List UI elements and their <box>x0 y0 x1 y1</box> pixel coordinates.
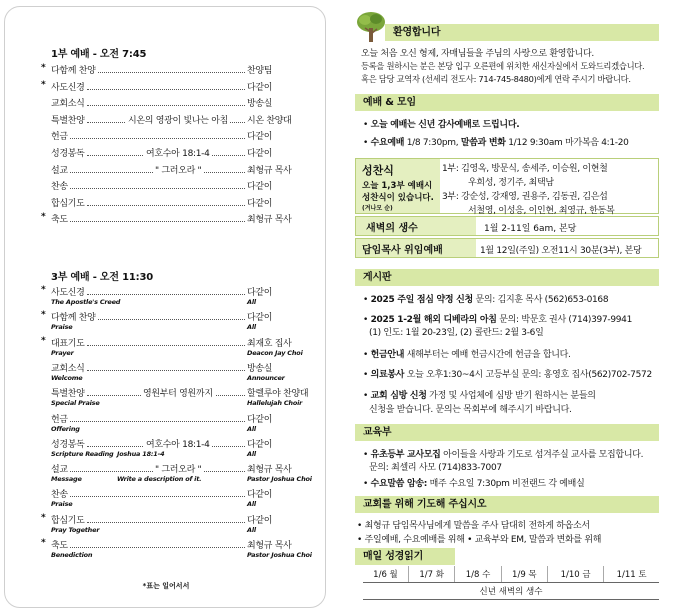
order-item-label: 특별찬양 <box>51 389 85 400</box>
order-row <box>51 96 313 109</box>
order-item-label: 합심기도 <box>51 198 85 209</box>
reading-days-row <box>363 566 659 583</box>
english-label: Praise <box>51 500 73 509</box>
order-row-english <box>51 526 313 536</box>
order-item-label: 사도신경 <box>51 82 85 93</box>
order-item-label: 다함께 찬양 <box>51 313 96 324</box>
order-item-detail: 여호수아 18:1-4 <box>144 437 212 450</box>
order-item-leader: 다같이 <box>247 490 273 501</box>
english-label: Message <box>51 475 82 484</box>
visitation-text: 가정 및 사업체에 심방 받기 원하시는 분들의 <box>426 391 596 401</box>
worship-item-1: • 오늘 예배는 신년 감사예배로 드립니다. <box>363 120 520 130</box>
reading-table <box>363 566 659 600</box>
reading-title: 매일 성경읽기 <box>363 551 424 562</box>
stand-marker: * <box>41 285 46 295</box>
visitation-line-2: 신청을 받습니다. 문의는 목회부에 해주시기 바랍니다. <box>369 405 572 415</box>
board-title: 게시판 <box>363 272 392 283</box>
dotted-leader <box>98 72 245 73</box>
order-item-leader: 다같이 <box>247 132 273 143</box>
teacher-recruit-contact: 문의: 최셀리 사모 (714)833-7007 <box>369 463 502 473</box>
installation-value: 1월 12일(주일) 오전11시 30분(3부), 본당 <box>480 246 642 256</box>
stand-marker: * <box>41 63 46 73</box>
welcome-line-1: 오늘 처음 오신 형제, 자매님들을 주님의 사랑으로 환영합니다. <box>361 49 594 59</box>
order-item-detail: " 그러오라 " <box>153 462 203 475</box>
wed-service-time: 1/8 7:30pm, <box>404 138 461 148</box>
order-row-english <box>51 374 313 384</box>
welcome-line-2: 등록을 원하시는 분은 본당 입구 오른편에 위치한 새신자실에서 도와드리겠습니다. <box>361 61 645 71</box>
welcome-title: 환영합니다 <box>393 27 441 38</box>
lunch-pledge-label: 2025 주일 점심 약정 신청 <box>370 295 473 305</box>
reading-day: 1/7 화 <box>408 566 454 583</box>
english-label: Offering <box>51 424 80 433</box>
english-label: Pray Together <box>51 525 100 534</box>
order-row <box>41 512 313 526</box>
order-item-label: 설교 <box>51 165 68 176</box>
board-item-1: • 2025 주일 점심 약정 신청 문의: 김지훈 목사 (562)653-0168 <box>363 295 609 305</box>
dotted-leader <box>98 319 245 320</box>
stand-marker: * <box>41 538 46 548</box>
english-leader: All <box>247 449 256 458</box>
order-row-english <box>51 399 313 409</box>
order-item-label: 합심기도 <box>51 515 85 526</box>
reading-note: 신년 새벽의 생수 <box>363 583 659 600</box>
prayer-line-2: • 주일예배, 수요예배를 위해 • 교육부와 EM, 말씀과 변화를 위해 <box>357 535 602 545</box>
communion-names-3: 3부: 강순성, 강재영, 권용주, 김동권, 김은섭 <box>442 192 608 202</box>
dotted-leader <box>87 89 245 90</box>
english-detail: Joshua 18:1-4 <box>117 449 165 458</box>
order-row-english <box>51 323 313 333</box>
overseas-label: 2025 1-2월 해외 디베라의 아침 <box>370 315 497 325</box>
stand-marker: * <box>41 212 46 223</box>
board-item-2: • 2025 1-2월 해외 디베라의 아침 문의: 박문호 권사 (714)397-9941 <box>363 315 633 325</box>
communion-names-2: 우희성, 정기주, 최택남 <box>468 178 554 188</box>
board-item-5: • 교회 심방 신청 가정 및 사업체에 심방 받기 원하시는 분들의 <box>363 391 596 401</box>
lunch-pledge-contact: 문의: 김지훈 목사 (562)653-0168 <box>472 295 609 305</box>
dotted-leader <box>70 421 245 422</box>
reading-header <box>355 548 455 565</box>
service1-title: 1부 예배 - 오전 7:45 <box>51 49 147 60</box>
stand-marker: * <box>41 79 46 90</box>
reading-day: 1/10 금 <box>548 566 604 583</box>
order-item-leader: 다같이 <box>247 82 273 93</box>
reading-day: 1/8 수 <box>455 566 501 583</box>
dotted-leader <box>87 205 245 206</box>
order-item-leader: 다같이 <box>247 288 273 298</box>
dotted-leader <box>87 345 245 346</box>
education-item-2: • 수요말씀 암송: 매주 수요일 7:30pm 비전랜드 각 예배실 <box>363 479 585 489</box>
english-leader: Announcer <box>247 373 285 382</box>
order-item-label: 축도 <box>51 215 68 226</box>
order-item-leader: 최형규 목사 <box>247 215 292 226</box>
order-item-leader: 다같이 <box>247 515 273 526</box>
reading-day: 1/9 목 <box>501 566 547 583</box>
welcome-line-3: 혹은 담당 교역자 (선세리 전도사: 714-745-8480)에게 연락 주시기 바랍니다. <box>361 74 631 84</box>
english-label: Praise <box>51 323 73 332</box>
order-item-leader: 방송실 <box>247 363 273 374</box>
communion-names-cell <box>442 159 615 216</box>
communion-heading: 성찬식 <box>362 164 394 177</box>
worship-item-2: • 수요예배 1/8 7:30pm, 말씀과 변화 1/12 9:30am 마가복음 4:1-20 <box>363 138 629 148</box>
english-label: The Apostle's Creed <box>51 298 121 306</box>
order-row <box>41 538 313 551</box>
communion-names-1: 1부: 김영옥, 방문식, 송세주, 이승원, 이현철 <box>442 164 608 174</box>
order-item-label: 사도신경 <box>51 288 85 298</box>
dotted-leader <box>70 221 245 222</box>
dotted-leader <box>70 188 245 189</box>
reading-note-row <box>363 583 659 600</box>
education-title: 교육부 <box>363 427 392 438</box>
order-row <box>51 179 313 192</box>
english-leader: Pastor Joshua Choi <box>247 551 312 559</box>
communion-desc-3: (겨나모 순) <box>362 205 393 212</box>
offering-text: 새해부터는 예배 헌금시간에 헌금을 합니다. <box>404 350 571 360</box>
order-item-label: 특별찬양 <box>51 115 85 126</box>
communion-names-4: 서철영, 이성응, 이인현, 최영규, 한동복 <box>468 206 615 216</box>
order-item-label: 성경봉독 <box>51 149 85 159</box>
order-item-leader: 다같이 <box>247 414 273 425</box>
wed-service-label: 수요예배 <box>370 138 405 148</box>
welcome-header <box>385 24 659 41</box>
offering-label: 헌금안내 <box>370 350 405 360</box>
service3-title: 3부 예배 - 오전 11:30 <box>51 272 153 283</box>
english-label: Special Praise <box>51 399 100 408</box>
word-change-time: 1/12 9:30am 마가복음 4:1-20 <box>505 138 629 148</box>
order-row <box>41 285 313 298</box>
worship-header <box>355 94 659 111</box>
dawn-value: 1월 2-11일 6am, 본당 <box>484 224 577 234</box>
order-row <box>41 310 313 324</box>
reading-day: 1/11 토 <box>604 566 659 583</box>
order-item-leader: 최형규 목사 <box>247 165 292 176</box>
order-item-leader: 찬양팀 <box>247 66 273 76</box>
order-row-english <box>51 450 313 460</box>
order-item-leader: 할렐루야 찬양대 <box>247 389 309 400</box>
order-item-leader: 시온 찬양대 <box>247 115 292 126</box>
communion-desc-2: 성찬식이 있습니다. <box>362 193 434 203</box>
order-item-leader: 최형규 목사 <box>247 541 292 551</box>
education-item-1: • 유초등부 교사모집 아이들을 사랑과 기도로 섬겨주실 교사를 모집합니다. <box>363 450 644 460</box>
order-item-leader: 다같이 <box>247 198 273 209</box>
order-item-detail: " 그러오라 " <box>153 163 203 176</box>
communion-desc-1: 오늘 1,3부 예배시 <box>362 181 433 191</box>
order-item-label: 축도 <box>51 541 68 551</box>
medical-label: 의료봉사 <box>370 370 405 380</box>
dotted-leader <box>87 294 245 295</box>
order-item-label: 찬송 <box>51 182 68 193</box>
dotted-leader <box>87 370 245 371</box>
medical-text: 오늘 오후1:30~4시 고등부실 문의: 홍영호 집사(562)702-7572 <box>404 370 652 380</box>
order-row <box>51 196 313 209</box>
order-item-leader: 최재호 집사 <box>247 338 292 349</box>
worship-title: 예배 & 모임 <box>363 97 416 108</box>
order-row <box>51 146 313 159</box>
order-item-leader: 다같이 <box>247 439 273 450</box>
tree-icon <box>355 10 387 44</box>
order-row <box>41 79 313 93</box>
order-item-label: 교회소식 <box>51 363 85 374</box>
order-row <box>51 487 313 500</box>
order-item-label: 성경봉독 <box>51 439 85 450</box>
order-row-english <box>51 425 313 435</box>
dotted-leader <box>87 105 245 106</box>
education-header <box>355 424 659 441</box>
order-item-leader: 최형규 목사 <box>247 465 292 476</box>
board-item-4: • 의료봉사 오늘 오후1:30~4시 고등부실 문의: 홍영호 집사(562)702-7572 <box>363 370 652 380</box>
order-row <box>41 335 313 349</box>
stand-marker: * <box>41 335 46 346</box>
order-row <box>51 113 313 126</box>
order-item-label: 대표기도 <box>51 338 85 349</box>
order-row <box>51 163 313 176</box>
order-item-label: 헌금 <box>51 414 68 425</box>
dawn-box <box>355 216 659 236</box>
order-row <box>51 361 313 374</box>
stand-marker: * <box>41 512 46 523</box>
teacher-recruit-label: 유초등부 교사모집 <box>370 450 441 460</box>
overseas-schedule: (1) 인도: 1월 20-23일, (2) 콜란드: 2월 3-6일 <box>369 328 544 338</box>
order-item-label: 찬송 <box>51 490 68 501</box>
overseas-contact: 문의: 박문호 권사 (714)397-9941 <box>496 315 633 325</box>
order-row <box>51 412 313 425</box>
order-item-detail: 시온의 영광이 빛나는 아침 <box>126 113 230 126</box>
stand-marker: * <box>41 310 46 321</box>
memorization-label: 수요말씀 암송: <box>370 479 428 489</box>
memorization-text: 매주 수요일 7:30pm 비전랜드 각 예배실 <box>427 479 585 489</box>
order-item-label: 다함께 찬양 <box>51 66 96 76</box>
english-leader: All <box>247 323 256 332</box>
reading-day: 1/6 월 <box>363 566 408 583</box>
communion-box <box>355 158 659 214</box>
dotted-leader <box>70 547 245 548</box>
order-row <box>41 63 313 76</box>
prayer-title: 교회를 위해 기도해 주십시오 <box>363 499 487 510</box>
order-item-label: 교회소식 <box>51 99 85 110</box>
order-item-leader: 다같이 <box>247 149 273 159</box>
installation-box <box>355 238 659 258</box>
announcements-panel <box>355 0 687 613</box>
order-item-detail: 영원부터 영원까지 <box>141 386 215 399</box>
order-row <box>51 386 313 399</box>
installation-label: 담임목사 위임예배 <box>356 239 476 257</box>
english-leader: Pastor Joshua Choi <box>247 475 312 484</box>
english-leader: Deacon Jay Choi <box>247 348 303 357</box>
dotted-leader <box>87 522 245 523</box>
english-leader: All <box>247 424 256 433</box>
standing-footnote: *표는 일어서서 <box>142 582 190 590</box>
order-row-english <box>51 551 313 561</box>
order-row-english <box>51 298 313 308</box>
english-detail: Write a description of it. <box>117 475 202 484</box>
order-item-leader: 다같이 <box>247 182 273 193</box>
board-item-3: • 헌금안내 새해부터는 예배 헌금시간에 헌금을 합니다. <box>363 350 571 360</box>
dotted-leader <box>70 496 245 497</box>
order-row <box>51 462 313 475</box>
order-row-english <box>51 475 313 485</box>
order-row <box>51 437 313 450</box>
english-leader: All <box>247 500 256 509</box>
order-row <box>41 212 313 226</box>
english-label: Scripture Reading <box>51 449 114 458</box>
english-leader: All <box>247 298 256 306</box>
dotted-leader <box>70 138 245 139</box>
communion-label-cell <box>356 159 440 213</box>
order-row <box>51 129 313 142</box>
english-leader: All <box>247 525 256 534</box>
teacher-recruit-text: 아이들을 사랑과 기도로 섬겨주실 교사를 모집합니다. <box>440 450 644 460</box>
board-header <box>355 269 659 286</box>
order-item-detail: 여호수아 18:1-4 <box>144 146 212 159</box>
order-item-leader: 다같이 <box>247 313 273 324</box>
order-item-label: 설교 <box>51 465 68 476</box>
english-label: Prayer <box>51 348 74 357</box>
english-leader: Hallelujah Choir <box>247 399 303 408</box>
prayer-line-1: • 최형규 담임목사님에게 말씀을 주사 담대히 전하게 하옵소서 <box>357 521 590 531</box>
worship-item-1-text: 오늘 예배는 신년 감사예배로 드립니다. <box>370 120 520 130</box>
english-label: Welcome <box>51 373 83 382</box>
order-item-label: 헌금 <box>51 132 68 143</box>
visitation-label: 교회 심방 신청 <box>370 391 427 401</box>
order-item-leader: 방송실 <box>247 99 273 110</box>
prayer-header <box>355 496 659 513</box>
order-of-worship-panel <box>4 6 326 608</box>
english-label: Benediction <box>51 551 93 559</box>
word-change-label: 말씀과 변화 <box>460 138 506 148</box>
order-row-english <box>51 500 313 510</box>
order-row-english <box>51 349 313 359</box>
dawn-label: 새벽의 생수 <box>356 217 476 235</box>
